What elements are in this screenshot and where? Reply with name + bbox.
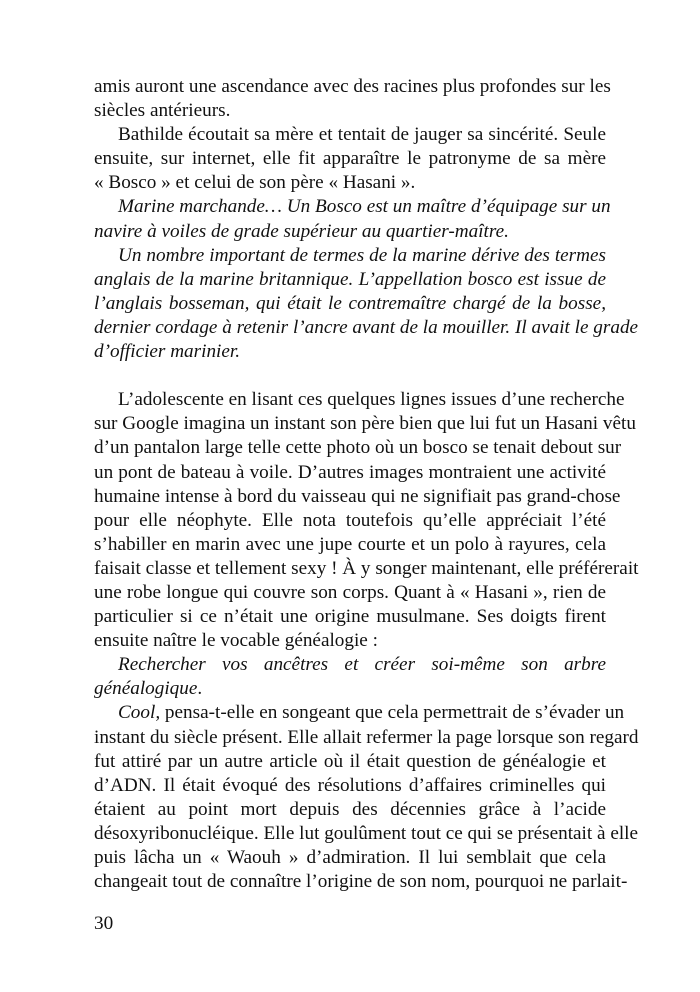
text-line: « Bosco » et celui de son père « Hasani ». bbox=[94, 172, 416, 194]
text-line: un pont de bateau à voile. D’autres images montraient une activité bbox=[94, 461, 606, 483]
text-line: d’un pantalon large telle cette photo où un bosco se tenait debout sur bbox=[94, 437, 622, 459]
text-line: Marine marchande… Un Bosco est un maître d’équipage sur un bbox=[118, 196, 611, 218]
text-line: instant du siècle présent. Elle allait refermer la page lorsque son regard bbox=[94, 726, 639, 748]
text-segment: pensa-t-elle en songeant que cela permettrait de s’évader un bbox=[160, 702, 625, 724]
text-line: l’anglais bosseman, qui était le contremaître chargé de la bosse, bbox=[94, 292, 606, 314]
text-line bbox=[94, 677, 606, 701]
text-line: une robe longue qui couvre son corps. Quant à « Hasani », rien de bbox=[94, 581, 606, 603]
text-line bbox=[94, 701, 625, 725]
text-segment: . bbox=[197, 678, 203, 700]
paragraph-gap bbox=[94, 364, 606, 388]
book-page-text bbox=[94, 75, 639, 894]
text-line: d’ADN. Il était évoqué des résolutions d’affaires criminelles qui bbox=[94, 774, 606, 796]
text-line: humaine intense à bord du vaisseau qui ne signifiait pas grand-chose bbox=[94, 485, 621, 507]
text-line: faisait classe et tellement sexy ! À y songer maintenant, elle préférerait bbox=[94, 557, 639, 579]
text-line: d’officier marinier. bbox=[94, 341, 241, 363]
text-line: changeait tout de connaître l’origine de son nom, pourquoi ne parlait- bbox=[94, 871, 628, 893]
text-line: pour elle néophyte. Elle nota toutefois qu’elle appréciait l’été bbox=[94, 509, 606, 531]
text-line: ensuite naître le vocable généalogie : bbox=[94, 630, 378, 652]
text-line: fut attiré par un autre article où il était question de généalogie et bbox=[94, 750, 606, 772]
text-line: étaient au point mort depuis des décennies grâce à l’acide bbox=[94, 798, 606, 820]
text-line: amis auront une ascendance avec des racines plus profondes sur les bbox=[94, 76, 611, 97]
text-line: désoxyribonucléique. Elle lut goulûment tout ce qui se présentait à elle bbox=[94, 822, 639, 844]
text-line: Un nombre important de termes de la marine dérive des termes bbox=[118, 244, 606, 266]
text-line: L’adolescente en lisant ces quelques lignes issues d’une recherche bbox=[118, 389, 625, 411]
text-line: Bathilde écoutait sa mère et tentait de jauger sa sincérité. Seule bbox=[118, 124, 606, 146]
text-line: ensuite, sur internet, elle fit apparaître le patronyme de sa mère bbox=[94, 148, 606, 170]
text-line: dernier cordage à retenir l’ancre avant de la mouiller. Il avait le grade bbox=[94, 316, 639, 338]
page-number: 30 bbox=[94, 913, 114, 934]
text-line: puis lâcha un « Waouh » d’admiration. Il lui semblait que cela bbox=[94, 847, 606, 868]
text-line: navire à voiles de grade supérieur au quartier-maître. bbox=[94, 220, 509, 242]
italic-text: généalogique bbox=[94, 678, 198, 700]
text-line: anglais de la marine britannique. L’appellation bosco est issue de bbox=[94, 268, 606, 290]
italic-text: Cool, bbox=[118, 702, 161, 724]
text-line: particulier si ce n’était une origine musulmane. Ses doigts firent bbox=[94, 606, 606, 628]
text-line: s’habiller en marin avec une jupe courte et un polo à rayures, cela bbox=[94, 533, 606, 555]
text-line: Rechercher vos ancêtres et créer soi-même son arbre bbox=[118, 654, 606, 676]
text-line: siècles antérieurs. bbox=[94, 100, 231, 122]
text-line: sur Google imagina un instant son père bien que lui fut un Hasani vêtu bbox=[94, 413, 636, 435]
